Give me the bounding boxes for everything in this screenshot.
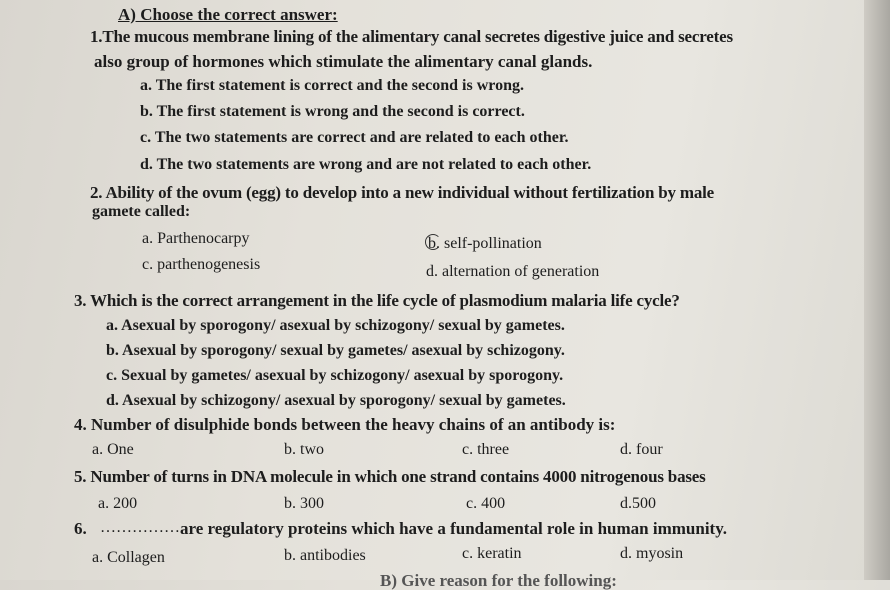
question-1-option-a: a. The first statement is correct and the second is wrong. — [140, 77, 524, 94]
question-2-option-b: b. self-pollination — [428, 235, 542, 252]
question-4-option-a: a. One — [92, 441, 134, 458]
question-3-option-c: c. Sexual by gametes/ asexual by schizogony/ asexual by sporogony. — [106, 367, 564, 384]
question-6-blank: …………… — [100, 519, 180, 536]
question-1-text-cont: also group of hormones which stimulate the alimentary canal glands. — [94, 52, 593, 71]
question-5-option-a: a. 200 — [98, 495, 138, 512]
question-3-option-a: a. Asexual by sporogony/ asexual by schizogony/ sexual by gametes. — [106, 317, 565, 334]
question-2-option-d: d. alternation of generation — [426, 263, 600, 280]
question-2-text: 2. Ability of the ovum (egg) to develop into a new individual without fertilization by male — [90, 183, 715, 202]
question-1-option-c: c. The two statements are correct and are related to each other. — [140, 129, 569, 146]
question-2-text-cont: gamete called: — [92, 203, 191, 220]
page-edge-shadow — [864, 0, 890, 580]
question-4-text: 4. Number of disulphide bonds between the heavy chains of an antibody is: — [74, 415, 616, 434]
question-1-text: 1.The mucous membrane lining of the alimentary canal secretes digestive juice and secretes — [90, 27, 733, 46]
question-1-option-b: b. The first statement is wrong and the second is correct. — [140, 103, 525, 120]
question-2-option-c: c. parthenogenesis — [142, 256, 261, 273]
question-4-option-c: c. three — [462, 441, 510, 458]
question-3-option-b: b. Asexual by sporogony/ sexual by gametes/ asexual by schizogony. — [106, 342, 565, 359]
question-6-option-b: b. antibodies — [284, 547, 366, 564]
question-5-text: 5. Number of turns in DNA molecule in which one strand contains 4000 nitrogenous bases — [74, 467, 706, 486]
question-2-option-a: a. Parthenocarpy — [142, 230, 250, 247]
question-6-number: 6. — [74, 519, 87, 538]
question-5-option-d: d.500 — [620, 495, 656, 512]
question-5-option-b: b. 300 — [284, 495, 324, 512]
question-3-text: 3. Which is the correct arrangement in the life cycle of plasmodium malaria life cycle? — [74, 291, 680, 310]
question-5-option-c: c. 400 — [466, 495, 506, 512]
question-3-option-d: d. Asexual by schizogony/ asexual by sporogony/ sexual by gametes. — [106, 392, 566, 409]
question-6-option-a: a. Collagen — [92, 549, 165, 566]
question-6-option-d: d. myosin — [620, 545, 684, 562]
question-1-option-d: d. The two statements are wrong and are not related to each other. — [140, 156, 592, 173]
question-6-text: are regulatory proteins which have a fundamental role in human immunity. — [180, 519, 728, 538]
question-4-option-b: b. two — [284, 441, 324, 458]
cutoff-next-section: B) Give reason for the following: — [380, 571, 617, 590]
section-header: A) Choose the correct answer: — [118, 5, 338, 24]
question-6-option-c: c. keratin — [462, 545, 522, 562]
question-4-option-d: d. four — [620, 441, 663, 458]
